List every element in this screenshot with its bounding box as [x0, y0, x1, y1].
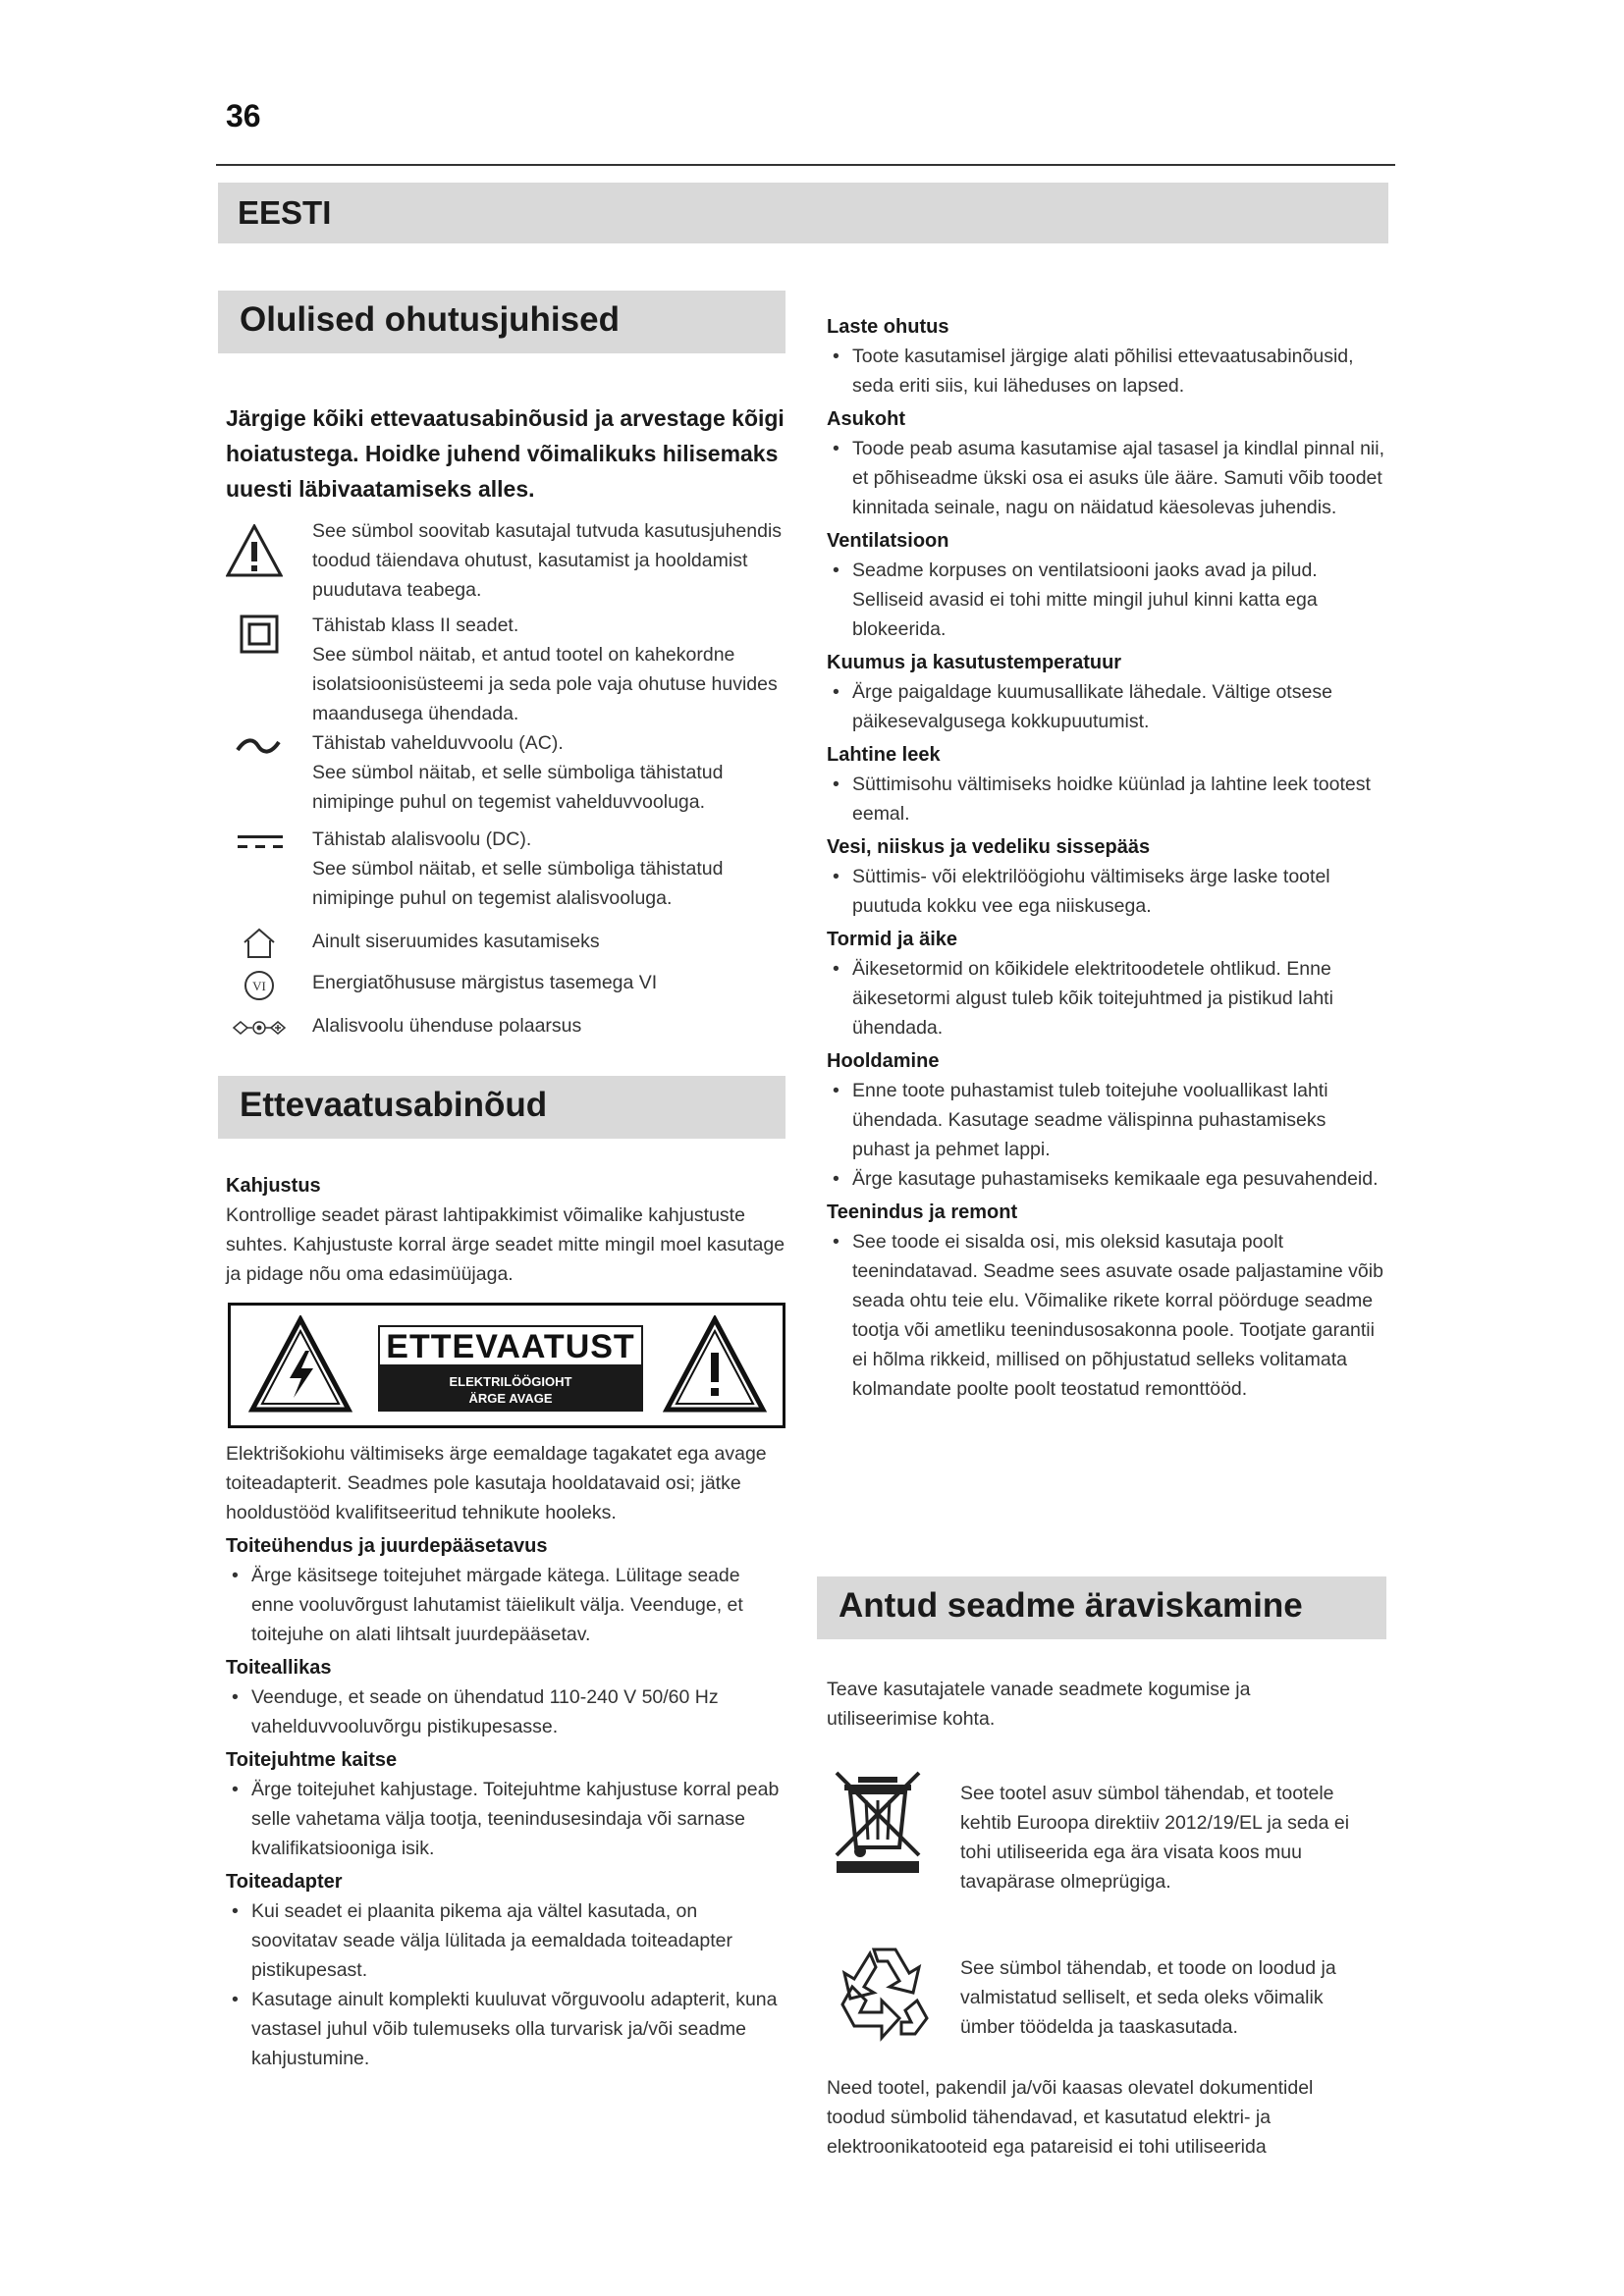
- bullet-item: • Kasutage ainult komplekti kuuluvat võrguvoolu adapterit, kuna vastasel juhul võib tulemuseks olla turvarisk ja/või seadme kahjustumine.: [226, 1985, 785, 2073]
- section-heading: Teenindus ja remont: [827, 1201, 1018, 1223]
- bullet-list: [827, 677, 1388, 736]
- damage-block: [226, 1171, 785, 1289]
- caution-line-2: ÄRGE AVAGE: [468, 1391, 553, 1406]
- ventilation-section: [827, 526, 1388, 644]
- language-header: [218, 183, 1388, 243]
- bullet-item: • Äikesetormid on kõikidele elektritoodetele ohtlikud. Enne äikesetormi algust tuleb kõik toitejuhtmed ja pistikud lahti ühendada.: [827, 954, 1388, 1042]
- left-sections: [226, 1531, 785, 2073]
- damage-text: Kontrollige seadet pärast lahtipakkimist võimalike kahjustuste suhtes. Kahjustuste korral ärge seadet mitte mingil moel kasutage ja pidage nõu oma edasimüüjaga.: [226, 1204, 785, 1285]
- caution-line-1: ELEKTRILÖÖGIOHT: [449, 1374, 572, 1389]
- indoor-house-icon: [242, 927, 277, 960]
- section-heading: Ventilatsioon: [827, 530, 949, 552]
- bullet-list: [226, 1775, 785, 1863]
- ac-icon: [236, 736, 281, 756]
- symbol-text: See sümbol soovitab kasutajal tutvuda kasutusjuhendis toodud täiendava ohutust, kasutamist ja hooldamist puudutava teabega.: [312, 520, 783, 601]
- lead-paragraph: Järgige kõiki ettevaatusabinõusid ja arvestage kõigi hoiatustega. Hoidke juhend võimalikuks hilisemaks uuesti läbivaatamiseks alles.: [226, 405, 785, 502]
- bullet-list: [827, 770, 1388, 828]
- section-heading: Laste ohutus: [827, 316, 949, 338]
- bullet-list: [827, 342, 1388, 400]
- bullet-item: • Süttimis- või elektrilöögiohu vältimiseks ärge laske tootel puutuda kokku vee ega niiskusega.: [827, 862, 1388, 921]
- storms-section: [827, 925, 1388, 1042]
- section-heading: Kuumus ja kasutustemperatuur: [827, 652, 1122, 673]
- bullet-item: • Ärge kasutage puhastamiseks kemikaale ega pesuvahendeid.: [827, 1164, 1388, 1194]
- open-flame-section: [827, 740, 1388, 828]
- bullet-item: • See toode ei sisalda osi, mis oleksid kasutaja poolt teenindatavad. Seadme sees asuvate osade paljastamine võib seada ohtu teie elu. Võimalike rikete korral pöörduge seadme tootja või ametliku teenindusosakonna poole. Tootjate garantii ei hõlma rikkeid, millised on põhjustatud selleks volitamata kolmandate poolte poolt teostatud remonttööd.: [827, 1227, 1388, 1404]
- damage-heading: Kahjustus: [226, 1175, 321, 1197]
- symbol-list: [218, 516, 787, 1046]
- closing-text: Need tootel, pakendil ja/või kaasas olevatel dokumentidel toodud sümbolid tähendavad, et kasutatud elektri- ja elektroonikatooteid ega patareisid ei tohi utiliseerida: [827, 2077, 1314, 2158]
- bullet-list: [827, 862, 1388, 921]
- bullet-item: • Toote kasutamisel järgige alati põhilisi ettevaatusabinõusid, seda eriti siis, kui läheduses on lapsed.: [827, 342, 1388, 400]
- polarity-icon: [232, 1017, 287, 1039]
- precautions-title: Ettevaatusabinõud: [240, 1086, 548, 1124]
- bullet-item: • Süttimisohu vältimiseks hoidke küünlad ja lahtine leek tootest eemal.: [827, 770, 1388, 828]
- class-ii-icon: [240, 614, 279, 654]
- disposal-title: Antud seadme äraviskamine: [839, 1586, 1303, 1625]
- bullet-item: • Seadme korpuses on ventilatsiooni jaoks avad ja pilud. Selliseid avasid ei tohi mitte mingil juhul kinni katta ega blokeerida.: [827, 556, 1388, 644]
- child-safety-section: [827, 312, 1388, 400]
- bullet-item: • Ärge toitejuhet kahjustage. Toitejuhtme kahjustuse korral peab selle vahetama välja tootja, teenindusesindaja või sarnase kvalifikatsiooniga isik.: [226, 1775, 785, 1863]
- bullet-list: [827, 556, 1388, 644]
- section-heading: Toitejuhtme kaitse: [226, 1749, 398, 1771]
- symbol-text: Ainult siseruumides kasutamiseks: [312, 931, 600, 952]
- caution-title: ETTEVAATUST: [378, 1325, 643, 1366]
- dc-icon: [236, 832, 285, 852]
- water-section: [827, 832, 1388, 921]
- maintenance-section: [827, 1046, 1388, 1194]
- section-heading: Asukoht: [827, 408, 905, 430]
- page-number: 36: [226, 98, 261, 133]
- disposal-intro: Teave kasutajatele vanade seadmete kogumise ja utiliseerimise kohta.: [827, 1679, 1251, 1730]
- section-heading: Tormid ja äike: [827, 929, 958, 950]
- bullet-item: • Ärge paigaldage kuumusallikate lähedale. Vältige otsese päikesevalgusega kokkupuutumist.: [827, 677, 1388, 736]
- header-divider: [216, 164, 1395, 166]
- exclamation-warning-icon: [663, 1315, 767, 1414]
- disposal-section-header: [817, 1576, 1386, 1639]
- cord-protection-section: [226, 1745, 785, 1863]
- caution-label: [378, 1325, 643, 1412]
- efficiency-vi-icon: [244, 970, 275, 1001]
- recycle-icon: [831, 1940, 939, 2042]
- bullet-item: • Kui seadet ei plaanita pikema aja vältel kasutada, on soovitatav seade välja lülitada ja eemaldada toiteadapter pistikupesast.: [226, 1896, 785, 1985]
- symbol-text: Tähistab vahelduvvoolu (AC). See sümbol näitab, et selle sümboliga tähistatud nimipinge puhul on tegemist vahelduvvooluga.: [312, 732, 724, 813]
- language-title: EESTI: [238, 194, 332, 231]
- section-heading: Toiteallikas: [226, 1657, 332, 1679]
- service-section: [827, 1198, 1388, 1404]
- symbol-text: Tähistab alalisvoolu (DC). See sümbol näitab, et selle sümboliga tähistatud nimipinge puhul on tegemist alalisvooluga.: [312, 828, 724, 909]
- safety-section-header: [218, 291, 785, 353]
- location-section: [827, 404, 1388, 522]
- bullet-list: [827, 434, 1388, 522]
- warning-triangle-icon: [226, 524, 283, 577]
- caution-banner: [228, 1303, 785, 1428]
- weee-text: See tootel asuv sümbol tähendab, et tootele kehtib Euroopa direktiiv 2012/19/EL ja seda ei tohi utiliseerida ega ära visata koos muu tavapärase olmeprügiga.: [960, 1783, 1350, 1893]
- section-heading: Toiteühendus ja juurdepääsetavus: [226, 1535, 548, 1557]
- efficiency-vi-glyph: VI: [252, 979, 266, 993]
- section-heading: Hooldamine: [827, 1050, 940, 1072]
- bullet-list: [827, 1076, 1388, 1194]
- bullet-item: • Ärge käsitsege toitejuhet märgade kätega. Lülitage seade enne vooluvõrgust lahutamist täielikult välja. Veenduge, et toitejuhe on alati lihtsalt juurdepääsetav.: [226, 1561, 785, 1649]
- symbol-text: Energiatõhususe märgistus tasemega VI: [312, 972, 658, 993]
- right-sections: [827, 312, 1388, 1404]
- section-heading: Toiteadapter: [226, 1871, 343, 1893]
- section-heading: Vesi, niiskus ja vedeliku sissepääs: [827, 836, 1151, 858]
- bullet-list: [226, 1561, 785, 1649]
- power-source-section: [226, 1653, 785, 1741]
- safety-title: Olulised ohutusjuhised: [240, 300, 620, 339]
- electric-shock-icon: [248, 1315, 352, 1414]
- bullet-list: [827, 1227, 1388, 1404]
- bullet-item: • Enne toote puhastamist tuleb toitejuhe vooluallikast lahti ühendada. Kasutage seadme välispinna puhastamiseks puhast ja pehmet lappi.: [827, 1076, 1388, 1164]
- symbol-text: Tähistab klass II seadet. See sümbol näitab, et antud tootel on kahekordne isolatsioonisüsteemi ja seda pole vaja ohutuse huvides maandusega ühendada.: [312, 614, 778, 724]
- symbol-text: Alalisvoolu ühenduse polaarsus: [312, 1015, 582, 1037]
- power-adapter-section: [226, 1867, 785, 2073]
- precautions-section-header: [218, 1076, 785, 1139]
- bullet-list: [226, 1896, 785, 2073]
- recycle-text: See sümbol tähendab, et toode on loodud ja valmistatud selliselt, et seda oleks võimalik ümber töödelda ja taaskasutada.: [960, 1957, 1336, 2038]
- section-heading: Lahtine leek: [827, 744, 941, 766]
- bullet-item: • Veenduge, et seade on ühendatud 110-240 V 50/60 Hz vahelduvvooluvõrgu pistikupesasse.: [226, 1682, 785, 1741]
- bullet-list: [827, 954, 1388, 1042]
- power-connection-section: [226, 1531, 785, 1649]
- shock-text: Elektrišokiohu vältimiseks ärge eemaldage tagakatet ega avage toiteadapterit. Seadmes pole kasutaja hooldatavaid osi; jätke hooldustööd kvalifitseeritud tehnikute hooleks.: [226, 1443, 767, 1523]
- bullet-list: [226, 1682, 785, 1741]
- heat-section: [827, 648, 1388, 736]
- weee-bin-icon: [831, 1767, 925, 1875]
- bullet-item: • Toode peab asuma kasutamise ajal tasasel ja kindlal pinnal nii, et põhiseadme ükski osa ei asuks üle ääre. Samuti võib toodet kinnitada seinale, nagu on näidatud käesolevas juhendis.: [827, 434, 1388, 522]
